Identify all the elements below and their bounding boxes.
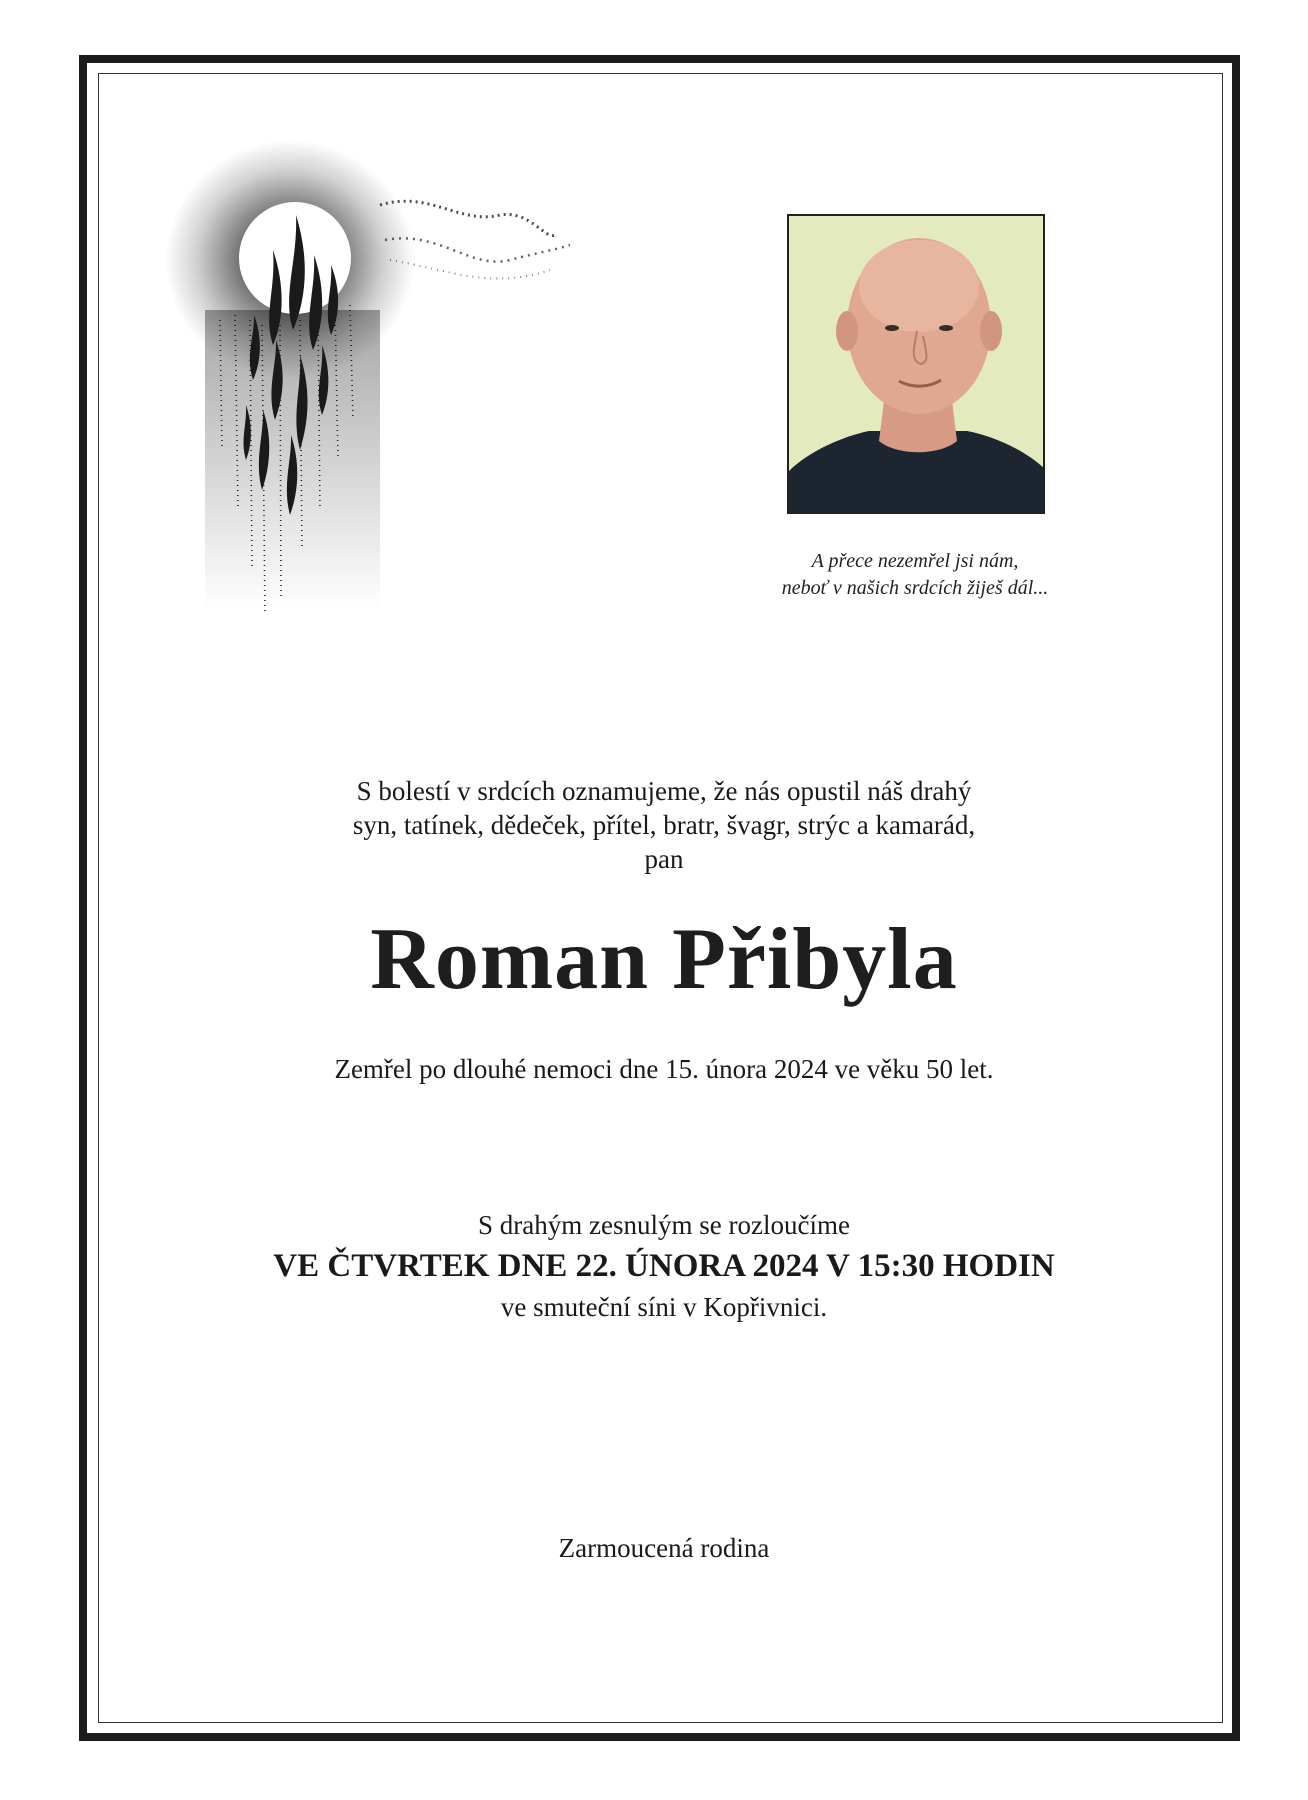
death-announcement bbox=[200, 774, 1128, 876]
funeral-details bbox=[150, 1206, 1178, 1326]
quote-line-1: A přece nezemřel jsi nám, bbox=[811, 550, 1019, 572]
candle-sun-ornament bbox=[150, 130, 570, 620]
funeral-date: VE ČTVRTEK DNE 22. ÚNORA 2024 V 15:30 HODIN bbox=[273, 1248, 1055, 1284]
family-signature: Zarmoucená rodina bbox=[558, 1533, 770, 1563]
portrait-photo bbox=[787, 214, 1045, 514]
funeral-location: ve smuteční síni v Kopřivnici. bbox=[500, 1292, 828, 1322]
quote-line-2: neboť v našich srdcích žiješ dál... bbox=[781, 577, 1049, 599]
announcement-line-3: pan bbox=[644, 844, 684, 874]
announcement-line-2: syn, tatínek, dědeček, přítel, bratr, švagr, strýc a kamarád, bbox=[352, 810, 976, 840]
farewell-intro: S drahým zesnulým se rozloučíme bbox=[478, 1210, 850, 1240]
death-info: Zemřel po dlouhé nemoci dne 15. února 2024 ve věku 50 let. bbox=[334, 1054, 994, 1084]
deceased-name: Roman Přibyla bbox=[370, 911, 958, 1008]
memorial-quote bbox=[700, 548, 1130, 602]
announcement-line-1: S bolestí v srdcích oznamujeme, že nás opustil náš drahý bbox=[356, 776, 972, 806]
